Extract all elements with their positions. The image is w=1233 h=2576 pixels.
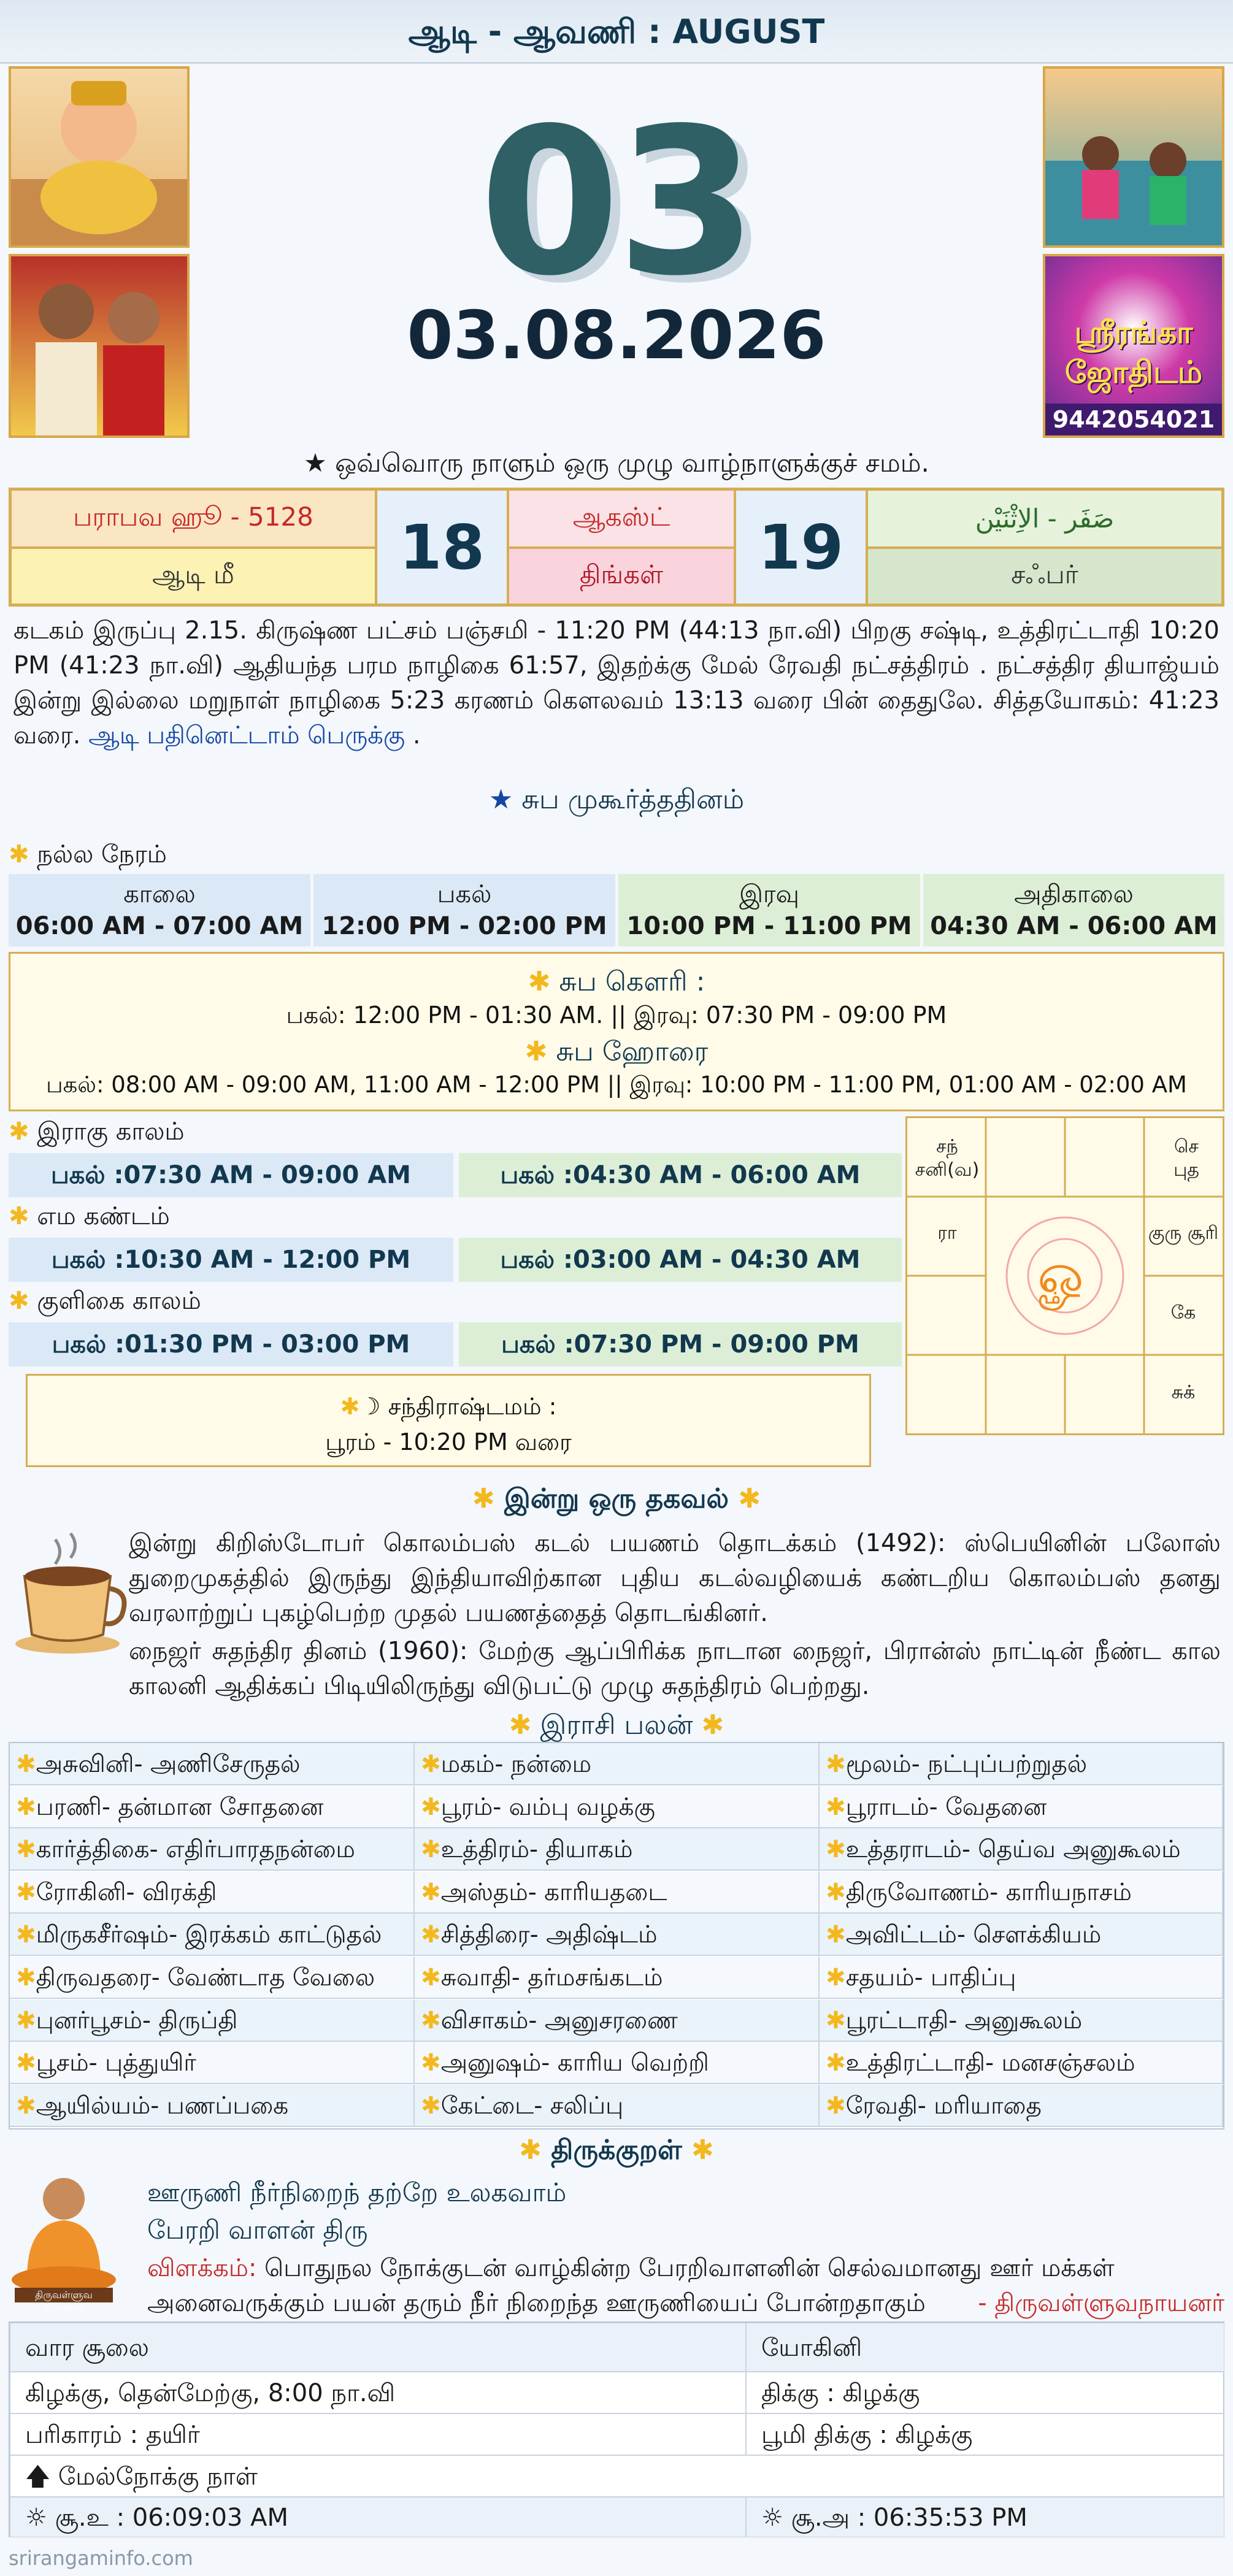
- rasi-item: [820, 2042, 1223, 2084]
- rasi-item-text: பூராடம்- வேதனை: [845, 1793, 1047, 1821]
- rasi-item: [415, 1828, 820, 1871]
- rasi-item-text: பூரம்- வம்பு வழக்கு: [440, 1793, 655, 1821]
- kuli-label: ✱ குளிகை காலம்: [9, 1287, 201, 1315]
- chart-cell-6: சுக்: [1171, 1382, 1196, 1403]
- soolam-value: கிழக்கு, தென்மேற்கு, 8:00 நா.வி: [10, 2372, 746, 2413]
- details-highlight: ஆடி பதினெட்டாம் பெருக்கு: [88, 721, 405, 749]
- hora-times: பகல்: 08:00 AM - 09:00 AM, 11:00 AM - 12:00 PM || இரவு: 10:00 PM - 11:00 PM, 01:00 AM - 02:00 AM: [46, 1071, 1187, 1098]
- nalla-slot-noon: பகல் 12:00 PM - 02:00 PM: [313, 874, 615, 946]
- chart-cell-4: குரு சூரி: [1148, 1222, 1219, 1244]
- rasi-item: [415, 1871, 820, 1914]
- rasi-item-text: ரேவதி- மரியாதை: [845, 2091, 1042, 2120]
- kural-line-2: பேரறி வாளன் திரு: [147, 2215, 368, 2245]
- star-icon: ✱: [16, 1878, 36, 1906]
- rasi-item-text: உத்திரம்- தியாகம்: [440, 1836, 633, 1864]
- rasi-item: [415, 1914, 820, 1956]
- rasi-item: [820, 2085, 1223, 2127]
- rasi-item: [10, 2085, 415, 2127]
- star-icon: ✱: [16, 1964, 36, 1991]
- rasi-item: [10, 1871, 415, 1914]
- motto: ★ ஒவ்வொரு நாளும் ஒரு முழு வாழ்நாளுக்குச் சமம்.: [304, 448, 929, 478]
- rasi-item: [820, 1871, 1223, 1914]
- footer-site[interactable]: srirangaminfo.com: [9, 2547, 193, 2570]
- rasi-item: [10, 2042, 415, 2084]
- details-text: கடகம் இருப்பு 2.15. கிருஷ்ண பட்சம் பஞ்சமி - 11:20 PM (44:13 நா.வி) பிறகு சஷ்டி, உத்திரட்டாதி 10:20 PM (41:23 நா.வி) ஆதியந்த பரம நாழிகை 61:57, இதற்க்கு மேல் ரேவதி நட்சத்திரம் . நட்சத்திர தியாஜ்யம் இன்று இல்லை மறுநாள் நாழிகை 5:23 கரணம் கௌலவம் 13:13 வரை பின் தைதுலே. சித்தயோகம்: 41:23 வரை.: [13, 616, 1220, 749]
- logo-phone: 9442054021: [1045, 404, 1222, 435]
- rasi-item-text: பூரட்டாதி- அனுகூலம்: [845, 2006, 1083, 2034]
- rasi-item-text: சித்திரை- அதிஷ்டம்: [440, 1921, 658, 1949]
- kuli-time-2: பகல் :07:30 PM - 09:00 PM: [459, 1322, 902, 1367]
- kural-explanation: விளக்கம்: பொதுநல நோக்குடன் வாழ்கின்ற பேரறிவாளனின் செல்வமானது ஊர் மக்கள் அனைவருக்கும் பயன் தரும் நீர் நிறைந்த ஊருணியைப் போன்றதாகும்: [147, 2254, 1115, 2317]
- rasi-item-text: அனுஷம்- காரிய வெற்றி: [440, 2049, 709, 2077]
- gowri-times: பகல்: 12:00 PM - 01:30 AM. || இரவு: 07:30 PM - 09:00 PM: [286, 1002, 947, 1029]
- star-icon: ✱: [16, 2049, 36, 2077]
- star-icon: ✱: [421, 1878, 441, 1906]
- rasi-item-text: மிருகசீர்ஷம்- இரக்கம் காட்டுதல்: [36, 1921, 382, 1949]
- chart-cell-5: கே: [1170, 1302, 1196, 1324]
- rasi-item: [415, 2042, 820, 2084]
- rasi-item: [820, 1914, 1223, 1956]
- nalla-slot-dawn: அதிகாலை 04:30 AM - 06:00 AM: [923, 874, 1224, 946]
- kuli-time-1: பகல் :01:30 PM - 03:00 PM: [9, 1322, 453, 1367]
- rasi-item: [415, 1999, 820, 2042]
- rasi-item: [415, 2085, 820, 2127]
- chart-cell-1: சந் சனி(வ): [915, 1136, 980, 1181]
- star-icon: ✱: [16, 1836, 36, 1864]
- chandra-title: ✱☽ சந்திராஷ்டமம் :: [340, 1393, 557, 1420]
- month-header: ஆடி - ஆவணி : AUGUST: [0, 0, 1233, 64]
- sunrise-time: ☼ சூ.உ : 06:09:03 AM: [10, 2497, 746, 2537]
- rasi-item: [10, 1828, 415, 1871]
- kural-line-1: ஊருணி நீர்நிறைந் தற்றே உலகவாம்: [147, 2177, 567, 2207]
- rasi-item-text: அவிட்டம்- சௌக்கியம்: [845, 1921, 1102, 1949]
- soolam-header: வார சூலை: [10, 2323, 746, 2372]
- day-number: 03: [479, 85, 754, 320]
- rasi-item: [820, 1786, 1223, 1828]
- rasi-item-text: பரணி- தன்மான சோதனை: [36, 1793, 324, 1821]
- nalla-neram-label: ✱ நல்ல நேரம்: [9, 840, 167, 868]
- rasi-item-text: உத்திரட்டாதி- மனசஞ்சலம்: [845, 2049, 1135, 2077]
- star-icon: ✱: [16, 2006, 36, 2034]
- sunset-time: ☼ சூ.அ : 06:35:53 PM: [746, 2497, 1224, 2537]
- tamil-day: 18: [376, 489, 508, 605]
- islamic-month: சஃபர்: [867, 548, 1223, 605]
- rasi-item: [10, 1914, 415, 1956]
- star-icon: ✱: [826, 1878, 846, 1906]
- om-icon: ௐ: [1037, 1242, 1093, 1306]
- english-day: 19: [735, 489, 867, 605]
- star-icon: ✱: [421, 1836, 441, 1864]
- star-icon: ✱: [421, 1750, 441, 1778]
- star-icon: ✱: [826, 1964, 846, 1991]
- star-icon: ✱: [826, 2091, 846, 2120]
- star-icon: ✱: [16, 2091, 36, 2120]
- rasi-item: [10, 1743, 415, 1785]
- english-month: ஆகஸ்ட்: [508, 489, 735, 548]
- nalla-slot-night: இரவு 10:00 PM - 11:00 PM: [618, 874, 920, 946]
- star-icon: ✱: [826, 1793, 846, 1821]
- panchang-details: கடகம் இருப்பு 2.15. கிருஷ்ண பட்சம் பஞ்சமி - 11:20 PM (44:13 நா.வி) பிறகு சஷ்டி, உத்திரட்டாதி 10:20 PM (41:23 நா.வி) ஆதியந்த பரம நாழிகை 61:57, இதற்க்கு மேல் ரேவதி நட்சத்திரம் . நட்சத்திர தியாஜ்யம் இன்று இல்லை மறுநாள் நாழிகை 5:23 கரணம் கௌலவம் 13:13 வரை பின் தைதுலே. சித்தயோகம்: 41:23 வரை. ஆடி பதினெட்டாம் பெருக்கு .: [13, 616, 1220, 749]
- rasi-item: [10, 1786, 415, 1828]
- star-icon: ✱: [826, 1921, 846, 1949]
- nalla-neram-row: [9, 874, 1224, 946]
- star-icon: ✱: [421, 2006, 441, 2034]
- star-icon: ✱: [16, 1793, 36, 1821]
- chart-cell-2: செ புத: [1173, 1136, 1199, 1181]
- chart-cell-3: ரா: [937, 1222, 957, 1244]
- star-icon: ✱: [826, 1836, 846, 1864]
- rasi-item-text: மூலம்- நட்புப்பற்றுதல்: [845, 1750, 1088, 1778]
- rasi-item-text: கேட்டை- சலிப்பு: [440, 2091, 624, 2120]
- valluvar-caption: திருவள்ளுவ நாயனார்: [35, 2289, 93, 2313]
- chandra-text: பூரம் - 10:20 PM வரை: [325, 1428, 572, 1455]
- rasi-item-text: கார்த்திகை- எதிர்பாரதநன்மை: [36, 1836, 355, 1864]
- ema-time-1: பகல் :10:30 AM - 12:00 PM: [9, 1238, 453, 1282]
- rasi-palan-grid: [9, 1742, 1224, 2129]
- rasi-item-text: பூசம்- புத்துயிர்: [36, 2049, 196, 2077]
- rasi-item: [820, 1828, 1223, 1871]
- nalla-slot-morning: காலை 06:00 AM - 07:00 AM: [9, 874, 310, 946]
- rasi-item: [415, 1743, 820, 1785]
- rasi-item-text: ரோகினி- விரக்தி: [36, 1878, 217, 1906]
- tea-cup-icon: [12, 1527, 129, 1656]
- rasi-item-text: மகம்- நன்மை: [440, 1750, 591, 1778]
- rahu-time-1: பகல் :07:30 AM - 09:00 AM: [9, 1153, 453, 1197]
- rasi-item-text: உத்தராடம்- தெய்வ அனுகூலம்: [845, 1836, 1181, 1864]
- info-paragraph-2: நைஜர் சுதந்திர தினம் (1960): மேற்கு ஆப்பிரிக்க நாடான நைஜர், பிரான்ஸ் நாட்டின் நீண்ட கால காலனி ஆதிக்கப் பிடியிலிருந்து விடுபட்டு முழு சுதந்திரம் பெற்றது.: [129, 1637, 1221, 1700]
- rasi-item-text: திருவதரை- வேண்டாத வேலை: [36, 1964, 375, 1991]
- rasi-item-text: அஸ்தம்- காரியதடை: [440, 1878, 667, 1906]
- mel-nokku-naal: 🡅 மேல்நோக்கு நாள்: [10, 2455, 1224, 2497]
- star-icon: ✱: [421, 2091, 441, 2120]
- rasi-item-text: விசாகம்- அனுசரணை: [440, 2006, 678, 2034]
- panchang-table: [9, 2321, 1224, 2537]
- star-icon: ✱: [16, 1750, 36, 1778]
- ema-label: ✱ எம கண்டம்: [9, 1202, 170, 1230]
- tamil-year: பராபவ ஹூ - 5128: [10, 489, 376, 548]
- hora-title: ✱ சுப ஹோரை: [524, 1036, 709, 1067]
- bhoomi-direction: பூமி திக்கு : கிழக்கு: [746, 2413, 1224, 2455]
- weekday: திங்கள்: [508, 548, 735, 605]
- star-icon: ✱: [421, 1793, 441, 1821]
- rasi-item: [820, 1957, 1223, 1999]
- rahu-time-2: பகல் :04:30 AM - 06:00 AM: [459, 1153, 902, 1197]
- ema-time-2: பகல் :03:00 AM - 04:30 AM: [459, 1238, 902, 1282]
- rasi-item-text: சதயம்- பாதிப்பு: [845, 1964, 1016, 1991]
- rasi-item: [10, 1999, 415, 2042]
- rasi-item-text: புனர்பூசம்- திருப்தி: [36, 2006, 238, 2034]
- rasi-item-text: அசுவினி- அணிசேருதல்: [36, 1750, 301, 1778]
- valluvar-picture: [9, 2168, 119, 2313]
- kural-title: ✱ திருக்குறள் ✱: [519, 2134, 714, 2166]
- star-icon: ✱: [421, 1964, 441, 1991]
- rasi-item: [415, 1786, 820, 1828]
- subha-title: ★ சுப முகூர்த்ததினம்: [488, 784, 745, 815]
- kural-author: - திருவள்ளுவநாயனர்: [978, 2289, 1224, 2317]
- rasi-item-text: சுவாதி- தர்மசங்கடம்: [440, 1964, 663, 1991]
- tamil-month: ஆடி மீ: [10, 548, 376, 605]
- rasi-chart: [905, 1116, 1224, 1435]
- rahu-label: ✱ இராகு காலம்: [9, 1117, 185, 1146]
- rasi-item: [10, 1957, 415, 1999]
- yogini-header: யோகினி: [746, 2323, 1224, 2372]
- logo-line2: ஜோதிடம்: [1064, 355, 1203, 390]
- star-icon: ✱: [826, 2049, 846, 2077]
- gowri-box: [9, 952, 1224, 1111]
- star-icon: ✱: [16, 1921, 36, 1949]
- arabic-month: صَفَر - الاِثْنَيْن: [867, 489, 1223, 548]
- full-date: 03.08.2026: [407, 297, 826, 374]
- star-icon: ✱: [826, 2006, 846, 2034]
- calendar-strip: [9, 488, 1224, 607]
- star-icon: ✱: [421, 1921, 441, 1949]
- rasi-item-text: திருவோணம்- காரியநாசம்: [845, 1878, 1132, 1906]
- star-icon: ✱: [826, 1750, 846, 1778]
- rasi-item: [415, 1957, 820, 1999]
- rasi-item: [820, 1743, 1223, 1785]
- info-title: ✱ இன்று ஒரு தகவல் ✱: [472, 1483, 761, 1514]
- logo-line1: ஸ்ரீரங்கா: [1074, 315, 1193, 350]
- gowri-title: ✱ சுப கௌரி :: [528, 966, 705, 997]
- parikaram: பரிகாரம் : தயிர்: [10, 2413, 746, 2455]
- yogini-value: திக்கு : கிழக்கு: [746, 2372, 1224, 2413]
- rasi-item: [820, 1999, 1223, 2042]
- rasi-item-text: ஆயில்யம்- பணப்பகை: [36, 2091, 289, 2120]
- rasi-palan-caption: ✱ இராசி பலன் ✱: [509, 1709, 724, 1741]
- info-paragraph-1: இன்று கிறிஸ்டோபர் கொலம்பஸ் கடல் பயணம் தொடக்கம் (1492): ஸ்பெயினின் பலோஸ் துறைமுகத்தில் இருந்து இந்தியாவிற்கான புதிய கடல்வழியைக் கண்டறிய கொலம்பஸ் தனது வரலாற்றுப் புகழ்பெற்ற முதல் பயணத்தைத் தொடங்கினர்.: [129, 1529, 1221, 1627]
- chandrashtamam-box: [26, 1374, 871, 1467]
- star-icon: ✱: [421, 2049, 441, 2077]
